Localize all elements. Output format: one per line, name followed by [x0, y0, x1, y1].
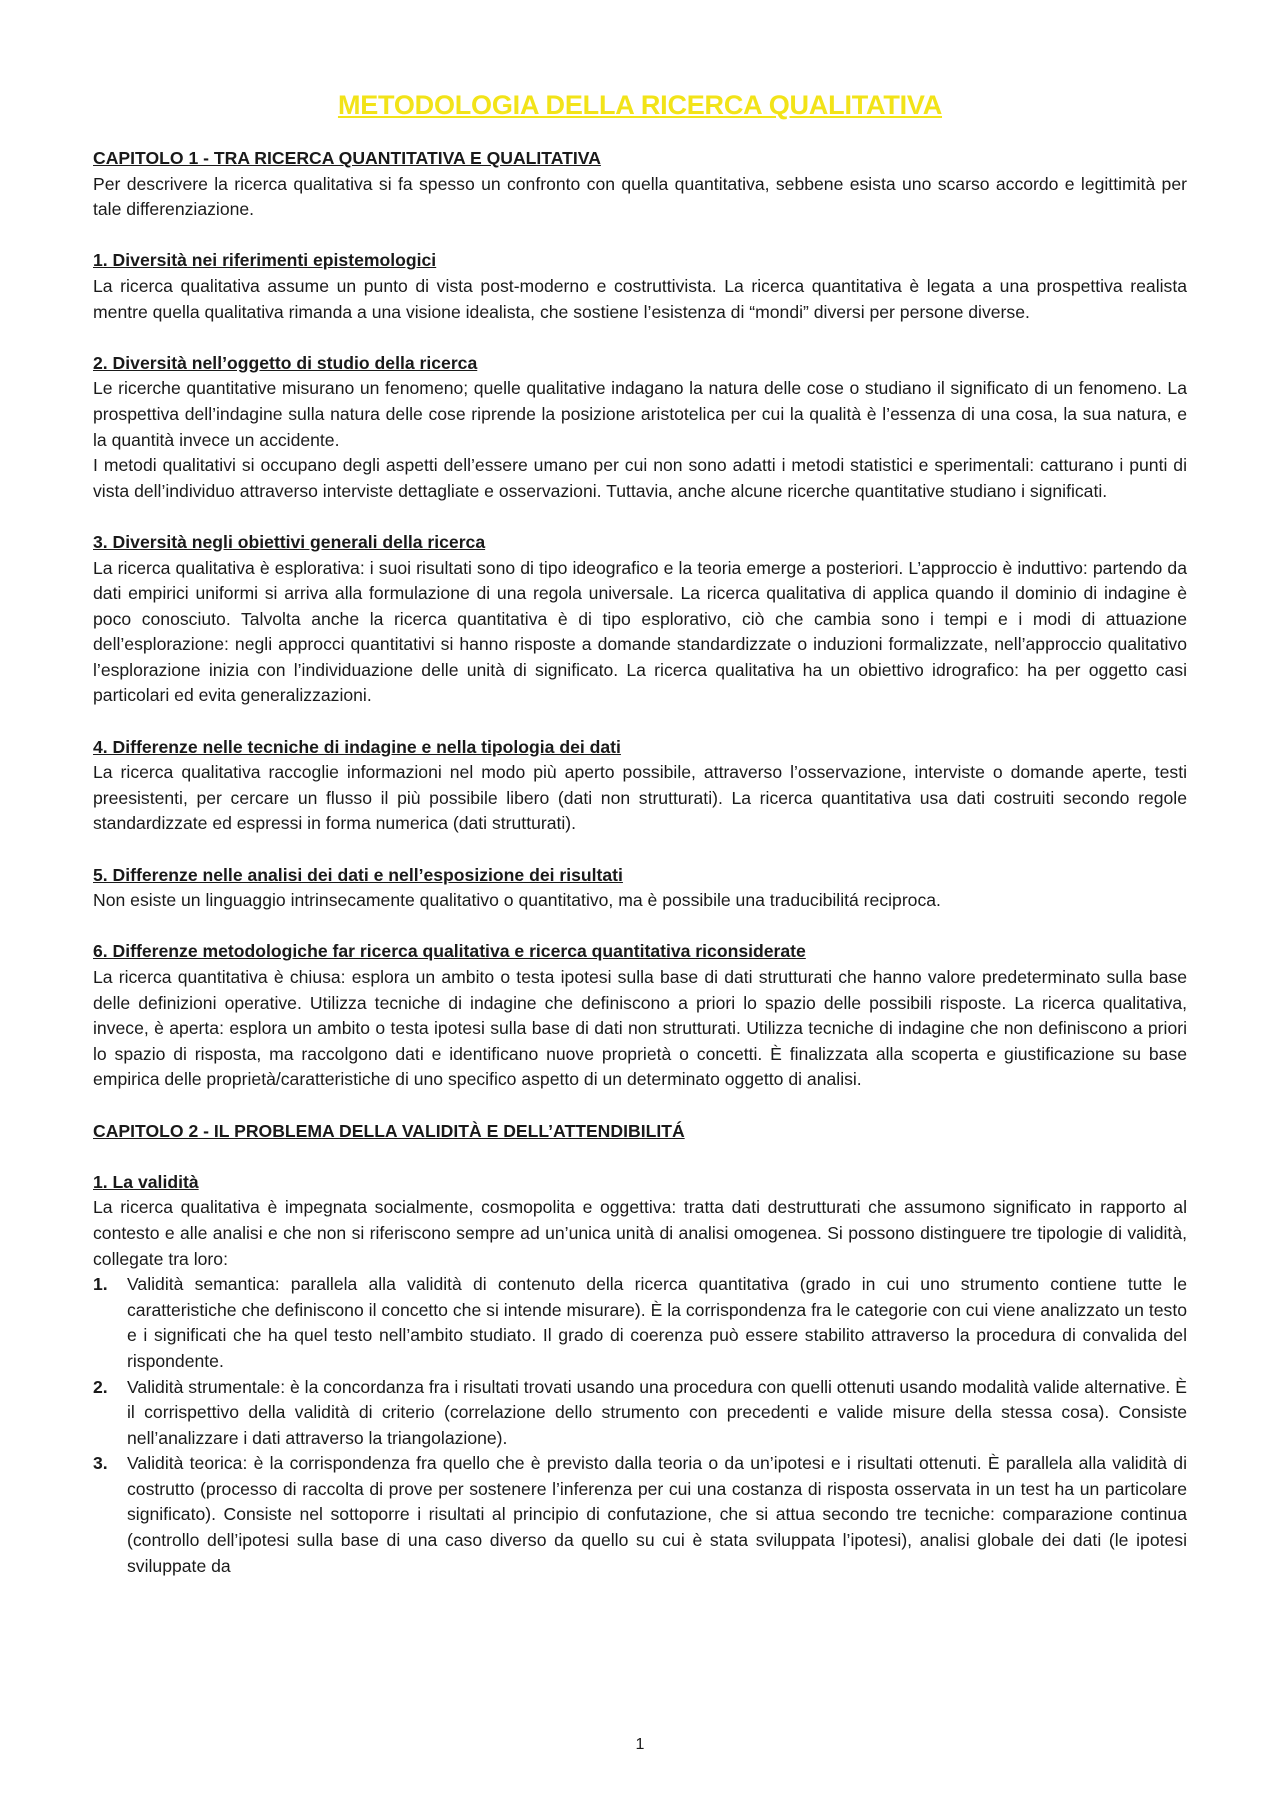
- spacer: [93, 1144, 1187, 1170]
- document-page: [93, 88, 1187, 1579]
- section-2-paragraph-1: Le ricerche quantitative misurano un fenomeno; quelle qualitative indagano la natura delle cose o studiano il significato di un fenomeno. La prospettiva dell’indagine sulla natura delle cose riprende la posizione aristotelica per cui la qualità è l’essenza di una cosa, la sua natura, e la quantità invece un accidente.: [93, 378, 1187, 450]
- spacer: [93, 504, 1187, 530]
- list-item: [93, 1375, 1187, 1452]
- section-5-paragraph: Non esiste un linguaggio intrinsecamente qualitativo o quantitativo, ma è possibile una traducibilitá reciproca.: [93, 890, 941, 911]
- spacer: [93, 709, 1187, 735]
- chapter-1-intro: Per descrivere la ricerca qualitativa si fa spesso un confronto con quella quantitativa, sebbene esista uno scarso accordo e legittimità per tale differenziazione.: [93, 173, 1187, 220]
- chapter-2-title: CAPITOLO 2 - IL PROBLEMA DELLA VALIDITÀ E DELL’ATTENDIBILITÁ: [93, 1120, 685, 1141]
- section-6-title: 6. Differenze metodologiche far ricerca qualitativa e ricerca quantitativa riconsiderate: [93, 941, 806, 962]
- section-3-paragraph: La ricerca qualitativa è esplorativa: i suoi risultati sono di tipo ideografico e la teoria emerge a posteriori. L’approccio è induttivo: partendo da dati empirici uniformi si arriva alla formulazione di una regola universale. La ricerca qualitativa di applica quando il dominio di indagine è poco conosciuto. Talvolta anche la ricerca quantitativa è di tipo esplorativo, ciò che cambia sono i tempi e i modi di attuazione dell’esplorazione: negli approcci quantitativi si hanno risposte a domande standardizzate o induzioni formalizzate, nell’approccio qualitativo l’esplorazione inizia con l’individuazione delle unità di significato. La ricerca qualitativa ha un obiettivo idrografico: ha per oggetto casi particolari ed evita generalizzazioni.: [93, 557, 1187, 706]
- validity-paragraph: La ricerca qualitativa è impegnata socialmente, cosmopolita e oggettiva: tratta dati destrutturati che assumono significato in rapporto al contesto e alle analisi e che non si riferiscono sempre ad un’unica unità di analisi omogenea. Si possono distinguere tre tipologie di validità, collegate tra loro:: [93, 1197, 1187, 1269]
- page-number: 1: [635, 1736, 645, 1753]
- list-item-text: Validità semantica: parallela alla validità di contenuto della ricerca quantitativa (grado in cui uno strumento contiene tutte le caratteristiche che definiscono il concetto che si intende misurare). È la corrispondenza fra le categorie con cui viene analizzato un testo e i significati che ha quel testo nell’ambito studiato. Il grado di coerenza può essere stabilito attraverso la procedura di convalida del rispondente.: [127, 1274, 1187, 1371]
- spacer: [93, 914, 1187, 940]
- validity-section-title: 1. La validità: [93, 1171, 199, 1192]
- list-item-number: 1.: [93, 1274, 108, 1295]
- section-1-title: 1. Diversità nei riferimenti epistemologici: [93, 250, 437, 271]
- list-item-text: Validità strumentale: è la concordanza fra i risultati trovati usando una procedura con quelli ottenuti usando modalità valide alternative. È il corrispettivo della validità di criterio (correlazione dello strumento con precedenti e valide misure della stessa cosa). Consiste nell’analizzare i dati attraverso la triangolazione).: [127, 1376, 1187, 1448]
- section-2-title: 2. Diversità nell’oggetto di studio della ricerca: [93, 352, 478, 373]
- section-4-title: 4. Differenze nelle tecniche di indagine e nella tipologia dei dati: [93, 736, 621, 757]
- list-item-text: Validità teorica: è la corrispondenza fra quello che è previsto dalla teoria o da un’ipotesi e i risultati ottenuti. È parallela alla validità di costrutto (processo di raccolta di prove per sostenere l’inferenza per cui una costanza di risposta osservata in un test ha un particolare significato). Consiste nel sottoporre i risultati al principio di confutazione, che si attua secondo tre tecniche: comparazione continua (controllo dell’ipotesi sulla base di una caso diverso da quello su cui è stata sviluppata l’ipotesi), analisi globale dei dati (le ipotesi sviluppate da: [127, 1453, 1187, 1576]
- list-item-number: 2.: [93, 1376, 108, 1397]
- spacer: [93, 837, 1187, 863]
- list-item: [93, 1272, 1187, 1374]
- section-1-paragraph: La ricerca qualitativa assume un punto di vista post-moderno e costruttivista. La ricerca quantitativa è legata a una prospettiva realista mentre quella qualitativa rimanda a una visione idealista, che sostiene l’esistenza di “mondi” diversi per persone diverse.: [93, 275, 1187, 322]
- document-title: METODOLOGIA DELLA RICERCA QUALITATIVA: [337, 90, 943, 120]
- section-5-title: 5. Differenze nelle analisi dei dati e nell’esposizione dei risultati: [93, 864, 623, 885]
- spacer: [93, 1093, 1187, 1119]
- chapter-1-title: CAPITOLO 1 - TRA RICERCA QUANTITATIVA E QUALITATIVA: [93, 148, 601, 168]
- list-item-number: 3.: [93, 1453, 108, 1474]
- section-4-paragraph: La ricerca qualitativa raccoglie informazioni nel modo più aperto possibile, attraverso l’osservazione, interviste o domande aperte, testi preesistenti, per cercare un flusso il più possibile libero (dati non strutturati). La ricerca quantitativa usa dati costruiti secondo regole standardizzate ed espressi in forma numerica (dati strutturati).: [93, 762, 1187, 834]
- section-3-title: 3. Diversità negli obiettivi generali della ricerca: [93, 531, 486, 552]
- spacer: [93, 325, 1187, 351]
- section-6-paragraph: La ricerca quantitativa è chiusa: esplora un ambito o testa ipotesi sulla base di dati strutturati che hanno valore predeterminato sulla base delle definizioni operative. Utilizza tecniche di indagine che definiscono a priori lo spazio delle possibili risposte. La ricerca qualitativa, invece, è aperta: esplora un ambito o testa ipotesi sulla base di dati non strutturati. Utilizza tecniche di indagine che non definiscono a priori lo spazio di risposta, ma raccolgono dati e identificano nuove proprietà o concetti. È finalizzata alla scoperta e giustificazione su base empirica delle proprietà/caratteristiche di uno specifico aspetto di un determinato oggetto di analisi.: [93, 967, 1187, 1090]
- section-2-paragraph-2: I metodi qualitativi si occupano degli aspetti dell’essere umano per cui non sono adatti i metodi statistici e sperimentali: catturano i punti di vista dell’individuo attraverso interviste dettagliate e osservazioni. Tuttavia, anche alcune ricerche quantitative studiano i significati.: [93, 455, 1187, 501]
- validity-types-list: [93, 1272, 1187, 1579]
- list-item: [93, 1451, 1187, 1579]
- spacer: [93, 223, 1187, 249]
